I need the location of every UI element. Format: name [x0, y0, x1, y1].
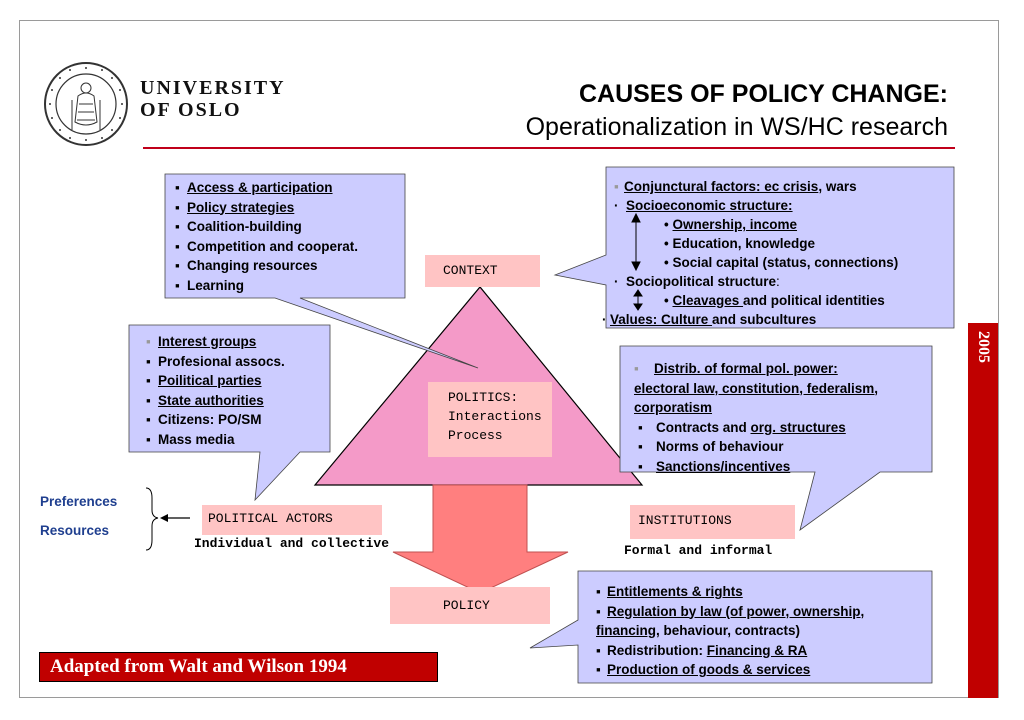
university-name-line2: OF OSLO: [140, 99, 242, 121]
year-bar: [968, 323, 998, 698]
institutions-label: INSTITUTIONS: [630, 505, 795, 539]
university-name-line1: UNIVERSITY: [140, 77, 286, 99]
politics-label-line1: POLITICS:: [448, 390, 519, 405]
page-subtitle: Operationalization in WS/HC research: [525, 113, 948, 141]
source-note: Adapted from Walt and Wilson 1994: [39, 652, 438, 682]
politics-label-line3: Process: [448, 428, 503, 443]
list-item: ▪ Distrib. of formal pol. power:: [634, 361, 838, 376]
policy-label: POLICY: [390, 587, 550, 624]
list-item: ▪ Redistribution: Financing & RA: [596, 642, 808, 658]
political-actors-sublabel: Individual and collective: [194, 536, 390, 551]
list-item: ▪ Entitlements & rights: [596, 584, 743, 599]
list-item: ▪ Interest groups: [146, 334, 257, 349]
callout-strategies: [175, 178, 358, 295]
year-label: 2005: [975, 331, 992, 363]
list-item: ▪ Contracts and org. structures: [638, 419, 846, 435]
callout-institutions: [634, 359, 878, 476]
list-item: electoral law, constitution, federalism,: [634, 380, 879, 396]
list-item: ▪ Profesional assocs.: [146, 353, 285, 369]
callout-context: [602, 177, 899, 329]
callout-policy: [596, 582, 864, 680]
political-actors-label: POLITICAL ACTORS: [202, 505, 382, 535]
brace-shape: [146, 488, 158, 550]
list-item: ▪ Regulation by law (of power, ownership,: [596, 603, 865, 619]
list-item: ▪ Policy strategies: [175, 199, 295, 215]
list-item: ▪ Sanctions/incentives: [638, 458, 791, 474]
page-title: CAUSES OF POLICY CHANGE:: [578, 80, 948, 108]
list-item: ▪ Poilitical parties: [146, 373, 262, 388]
list-item: ▪ State authorities: [146, 392, 264, 408]
context-label: CONTEXT: [425, 255, 540, 287]
list-item: ▪ Learning: [175, 277, 245, 293]
preferences-label: Preferences: [40, 494, 118, 509]
list-item: · Sociopolitical structure:: [614, 274, 780, 289]
resources-label: Resources: [40, 523, 110, 538]
list-item: ▪ Norms of behaviour: [638, 439, 784, 454]
politics-label-line2: Interactions: [448, 409, 542, 424]
list-item: ▪ Conjunctural factors: ec crisis, wars: [614, 179, 857, 194]
list-item: · Socioeconomic structure:: [614, 198, 793, 213]
list-item: financing, behaviour, contracts): [596, 623, 801, 638]
list-item: • Ownership, income: [664, 217, 798, 232]
list-item: ▪ Production of goods & services: [596, 662, 811, 677]
list-item: · Values: Culture and subcultures: [602, 312, 817, 327]
list-item: ▪ Coalition-building: [175, 219, 302, 234]
list-item: ▪ Changing resources: [175, 258, 318, 273]
callout-actor-types: [146, 332, 285, 449]
list-item: • Social capital (status, connections): [664, 255, 899, 270]
list-item: ▪ Access & participation: [175, 180, 333, 195]
politics-label: [428, 382, 552, 457]
list-item: corporatism: [634, 400, 713, 415]
list-item: ▪ Mass media: [146, 431, 235, 447]
list-item: ▪ Citizens: PO/SM: [146, 412, 262, 427]
institutions-sublabel: Formal and informal: [624, 543, 773, 558]
list-item: • Cleavages and political identities: [664, 293, 885, 308]
list-item: ▪ Competition and cooperat.: [175, 238, 359, 254]
list-item: • Education, knowledge: [664, 236, 816, 251]
policy-arrow: [393, 485, 568, 593]
